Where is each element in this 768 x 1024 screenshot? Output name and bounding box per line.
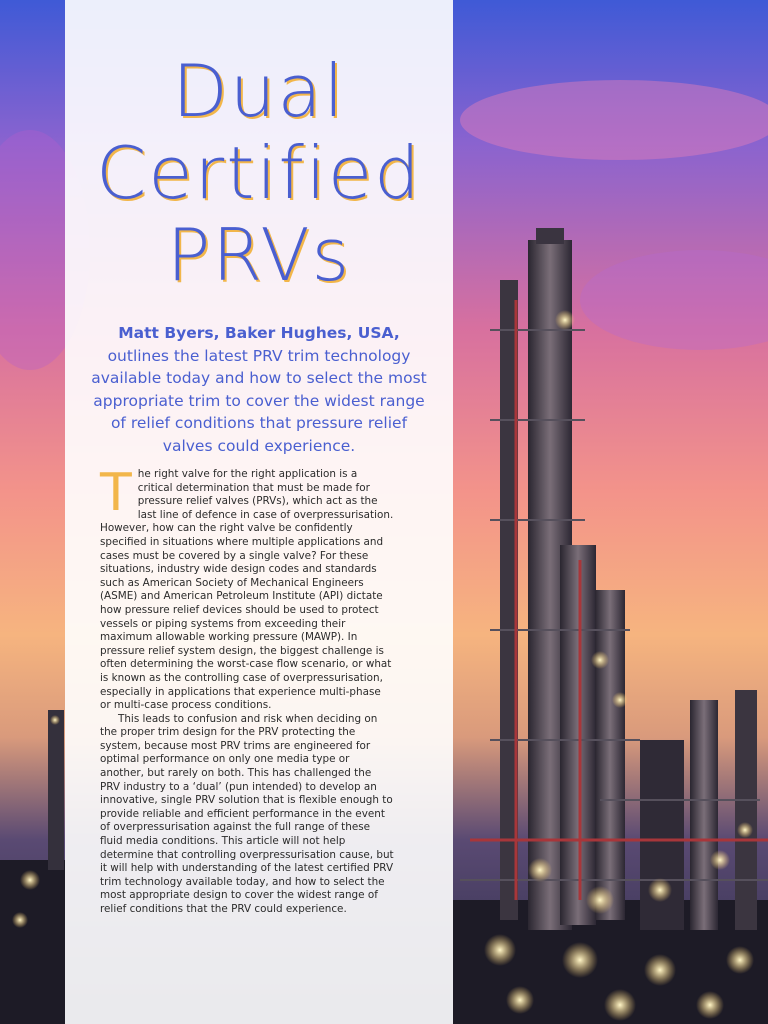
drop-cap: T [100, 463, 132, 523]
standfirst [90, 322, 428, 457]
author-byline: Matt Byers, Baker Hughes, USA, [118, 324, 400, 342]
page-title [65, 50, 453, 296]
article-paragraph [100, 463, 394, 713]
title-line-3: PRVs [166, 213, 352, 297]
title-line-2: Certified [96, 131, 422, 215]
standfirst-text: outlines the latest PRV trim technology available today and how to select the most appropriate trim to cover the widest range of relief conditions that pressure relief valves could experience. [91, 346, 427, 455]
paragraph-2-text: This leads to confusion and risk when deciding on the proper trim design for the PRV protecting the system, because most PRV trims are engineered for optimal performance on only one media type or another, but rarely on both. This has challenged the PRV industry to a ‘dual’ (pun intended) to develop an innovative, single PRV solution that is flexible enough to provide reliable and efficient performance in the event of overpressurisation against the full range of these fluid media conditions. This article will not help determine that controlling overpressurisation cause, but it will help with understanding of the latest certified PRV trim technology available today, and how to select the most appropriate design to cover the widest range of relief conditions that the PRV could experience. [100, 712, 394, 915]
title-line-1: Dual [172, 49, 346, 133]
article-paragraph [100, 713, 394, 917]
paragraph-1-text: he right valve for the right application is a critical determination that must be made for pressure relief valves (PRVs), which act as the last line of defence in case of overpressurisation. However, how can the right valve be confidently specified in situations where multiple applications and cases must be covered by a single valve? For these situations, industry wide design codes and standards such as American Society of Mechanical Engineers (ASME) and American Petroleum Institute (API) dictate how pressure relief devices should be used to protect vessels or piping systems from exceeding their maximum allowable working pressure (MAWP). In pressure relief system design, the biggest challenge is often determining the worst-case flow scenario, or what is known as the controlling case of overpressurisation, especially in applications that experience multi-phase or multi-case process conditions. [100, 468, 394, 712]
article-body [100, 463, 394, 917]
